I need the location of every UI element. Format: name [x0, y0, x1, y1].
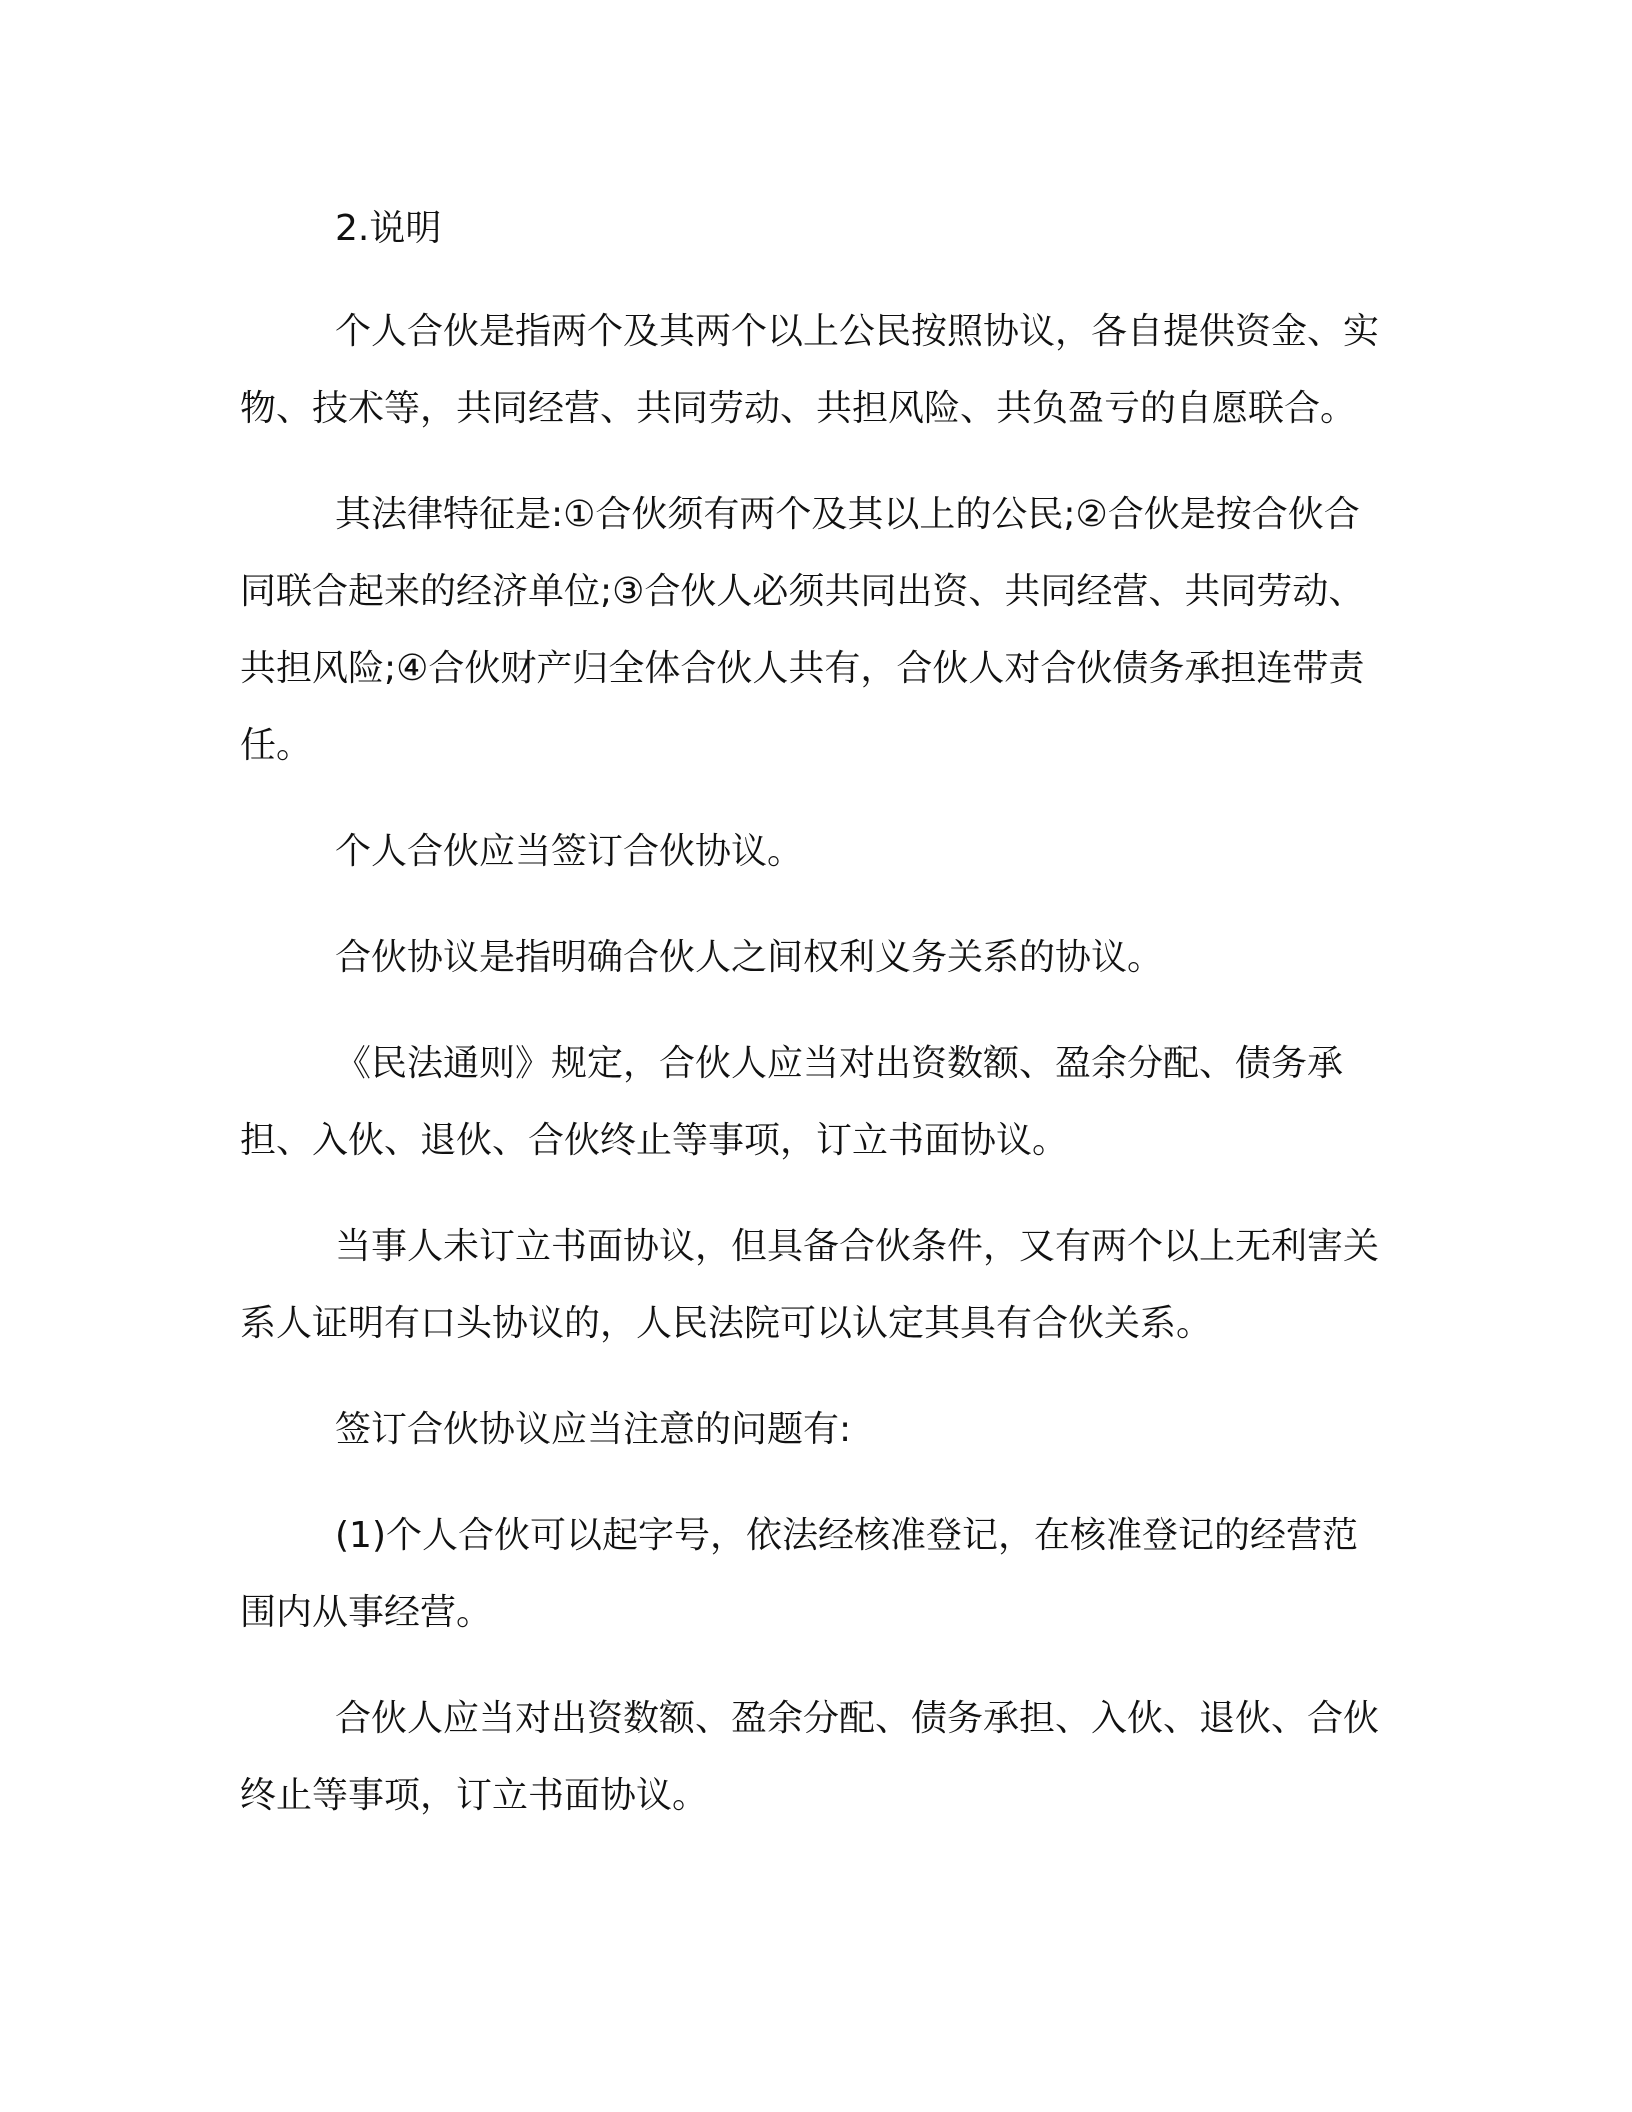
document-page	[240, 190, 1390, 1863]
section-heading: 2.说明	[335, 208, 442, 249]
paragraph-definition: 个人合伙是指两个及其两个以上公民按照协议，各自提供资金、实物、技术等，共同经营、共同劳动、共担风险、共负盈亏的自愿联合。	[240, 311, 1380, 429]
paragraph-oral-agreement: 当事人未订立书面协议，但具备合伙条件，又有两个以上无利害关系人证明有口头协议的，人民法院可以认定其具有合伙关系。	[240, 1226, 1380, 1344]
paragraph-sign-agreement: 个人合伙应当签订合伙协议。	[335, 831, 804, 872]
paragraph-agreement-definition: 合伙协议是指明确合伙人之间权利义务关系的协议。	[335, 937, 1164, 978]
paragraph-issues-intro: 签订合伙协议应当注意的问题有:	[335, 1409, 852, 1450]
paragraph-written-agreement: 合伙人应当对出资数额、盈余分配、债务承担、入伙、退伙、合伙终止等事项，订立书面协议。	[240, 1698, 1380, 1816]
paragraph-issue-1: (1)个人合伙可以起字号，依法经核准登记，在核准登记的经营范围内从事经营。	[240, 1515, 1358, 1633]
paragraph-legal-features: 其法律特征是:①合伙须有两个及其以上的公民;②合伙是按合伙合同联合起来的经济单位;③合伙人必须共同出资、共同经营、共同劳动、共担风险;④合伙财产归全体合伙人共有，合伙人对合伙债务承担连带责任。	[240, 494, 1365, 766]
paragraph-civil-law-rule: 《民法通则》规定，合伙人应当对出资数额、盈余分配、债务承担、入伙、退伙、合伙终止等事项，订立书面协议。	[240, 1043, 1344, 1161]
